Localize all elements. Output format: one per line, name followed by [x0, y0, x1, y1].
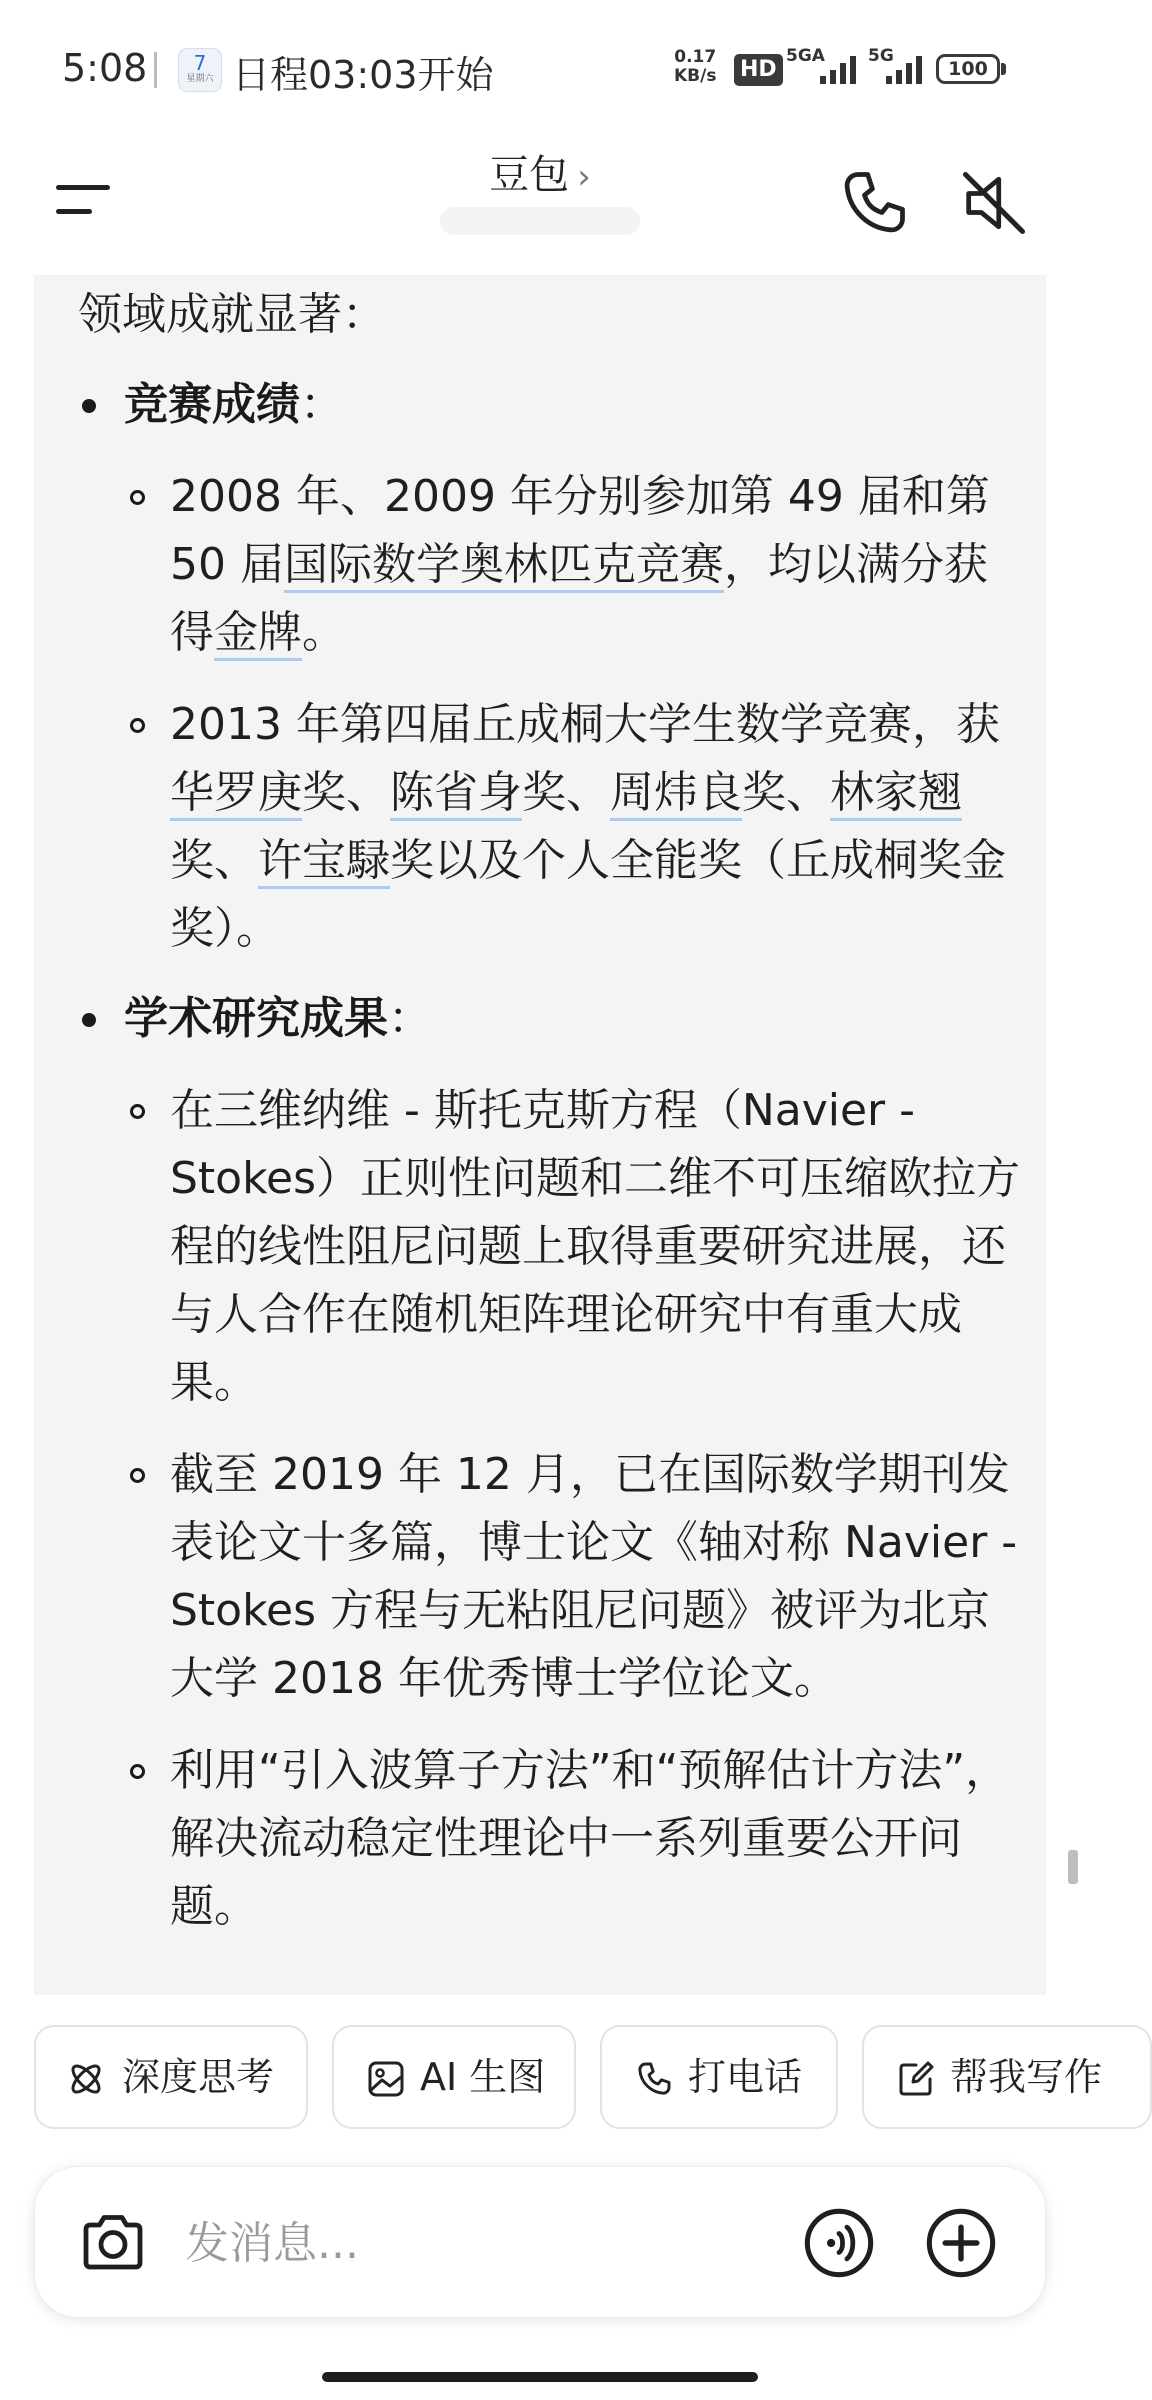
section-bullet: [78, 985, 1038, 1053]
write-button[interactable]: [862, 2025, 1152, 2129]
write-label: 帮我写作: [950, 2055, 1103, 2099]
section-heading-colon: ：: [300, 379, 344, 430]
sub-item-text: 在三维纳维 - 斯托克斯方程（Navier - Stokes）正则性问题和二维不可压缩欧拉方程的线性阻尼问题上取得重要研究进展，还与人合作在随机矩阵理论研究中有重大成果。: [170, 1085, 1021, 1408]
calendar-weekday: 星期六: [186, 74, 214, 84]
sub-item-text: 截至 2019 年 12 月，已在国际数学期刊发表论文十多篇，博士论文《轴对称 Navier - Stokes 方程与无粘阻尼问题》被评为北京大学 2018 年优秀博士学位论文。: [170, 1449, 1018, 1704]
sub-item-text: 奖、: [742, 767, 830, 818]
call-button[interactable]: [600, 2025, 838, 2129]
image-icon: [366, 2059, 406, 2099]
entity-link[interactable]: 林家翘: [830, 767, 962, 821]
section-heading: 学术研究成果: [124, 993, 388, 1044]
chevron-right-icon: ›: [577, 157, 591, 197]
bullet-dot: [82, 399, 96, 413]
entity-link[interactable]: 金牌: [214, 607, 302, 661]
entity-link[interactable]: 许宝騄: [258, 835, 390, 889]
sub-bullet: [130, 1764, 145, 1779]
battery-tip: [1001, 63, 1006, 75]
sub-item: [78, 463, 1038, 667]
sub-bullet: [130, 490, 145, 505]
edit-icon: [896, 2059, 936, 2099]
sub-bullet: [130, 1468, 145, 1483]
net-speed-unit: KB/s: [674, 66, 717, 86]
chat-header: [0, 135, 1080, 275]
phone-icon[interactable]: [836, 165, 912, 241]
deep-think-label: 深度思考: [122, 2055, 275, 2099]
phone-icon: [634, 2059, 674, 2099]
deep-think-button[interactable]: [34, 2025, 308, 2129]
scrollbar-thumb[interactable]: [1068, 1850, 1078, 1884]
bullet-dot: [82, 1013, 96, 1027]
sub-item: [78, 1441, 1038, 1713]
signal-icon: [818, 48, 864, 86]
battery-icon: 100: [936, 54, 1000, 84]
camera-icon[interactable]: [77, 2207, 149, 2279]
signal-icon-2: [884, 48, 930, 86]
message-intro: 领域成就显著：: [78, 289, 386, 340]
message-input-bar: [34, 2166, 1046, 2318]
voice-input-icon[interactable]: [801, 2205, 877, 2281]
status-divider: [154, 52, 157, 88]
net-speed: [674, 48, 716, 86]
sub-item-text: ，均以满分获得: [170, 539, 988, 658]
atom-icon: [66, 2059, 106, 2099]
sub-item: [78, 691, 1038, 963]
entity-link[interactable]: 国际数学奥林匹克竞赛: [284, 539, 724, 593]
chat-subtitle-placeholder: [440, 207, 640, 235]
message-content: [78, 275, 1038, 1941]
sub-item-text: 奖、: [522, 767, 610, 818]
hd-voice-badge: HD: [734, 54, 783, 86]
message-input[interactable]: [185, 2213, 725, 2273]
sub-item-text: 2013 年第四届丘成桐大学生数学竞赛，获: [170, 699, 1000, 750]
section-heading-colon: ：: [388, 993, 432, 1044]
entity-link[interactable]: 周炜良: [610, 767, 742, 821]
net-speed-value: 0.17: [674, 47, 717, 67]
sub-item: [78, 1077, 1038, 1417]
sub-item-text: 奖、: [302, 767, 390, 818]
status-time: 5:08: [62, 46, 148, 90]
chat-title-area[interactable]: [0, 143, 1080, 200]
status-notification: 日程03:03开始: [232, 53, 494, 97]
ai-image-button[interactable]: [332, 2025, 576, 2129]
sub-item-text: 2008 年、2009 年分别参加第 49 届和第 50 届: [170, 471, 990, 590]
sub-bullet: [130, 1104, 145, 1119]
sub-item: [78, 1737, 1038, 1941]
sub-item-text: 奖以及个人全能奖（丘成桐奖金奖）。: [170, 835, 1006, 954]
entity-link[interactable]: 华罗庚: [170, 767, 302, 821]
section-bullet: [78, 371, 1038, 439]
speaker-muted-icon[interactable]: [956, 165, 1032, 241]
add-icon[interactable]: [923, 2205, 999, 2281]
entity-link[interactable]: 陈省身: [390, 767, 522, 821]
network-type-1: 5GA: [786, 46, 825, 66]
calendar-icon: [178, 48, 222, 92]
ai-image-label: AI 生图: [420, 2055, 546, 2099]
quick-actions-bar: [0, 2025, 1103, 2135]
sub-item-text: 奖、: [170, 835, 258, 886]
calendar-day: 7: [193, 51, 207, 75]
home-indicator[interactable]: [322, 2372, 758, 2382]
status-bar: [0, 0, 1080, 135]
sub-bullet: [130, 718, 145, 733]
section-heading: 竞赛成绩: [124, 379, 300, 430]
assistant-message: [34, 275, 1046, 1995]
sub-item-text: 利用“引入波算子方法”和“预解估计方法”，解决流动稳定性理论中一系列重要公开问题。: [170, 1745, 1010, 1932]
sub-item-text: 。: [302, 607, 346, 658]
call-label: 打电话: [688, 2055, 803, 2099]
network-type-2: 5G: [868, 46, 894, 66]
chat-title: 豆包: [489, 152, 570, 198]
